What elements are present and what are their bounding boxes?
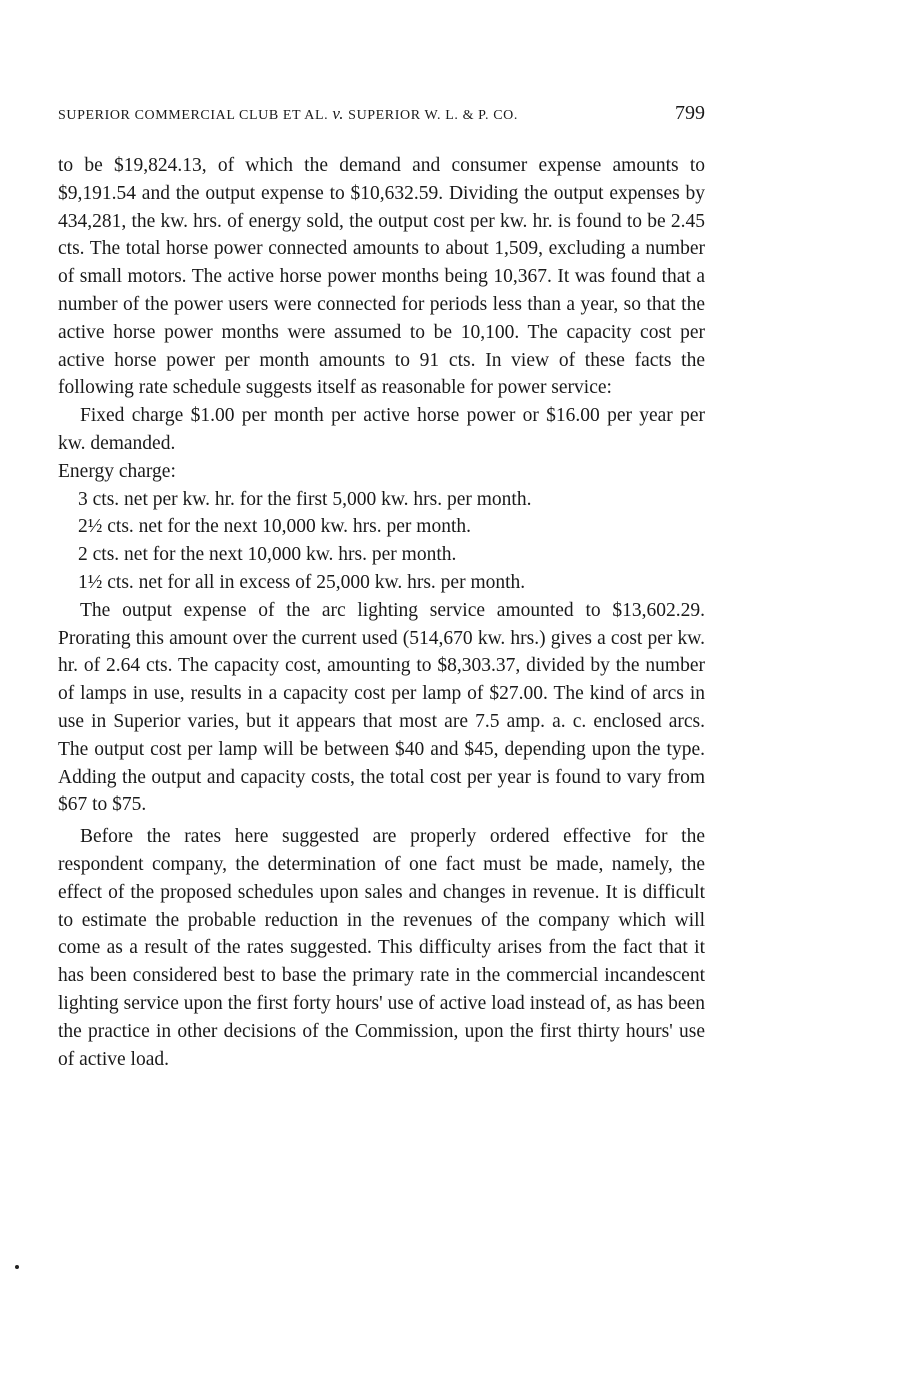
energy-rate-item: 2½ cts. net for the next 10,000 kw. hrs. per month. [78, 516, 471, 538]
fixed-charge-text: Fixed charge $1.00 per month per active horse power or $16.00 per year per kw. demanded. [58, 405, 705, 454]
paragraph-rate-effect: Before the rates here suggested are properly ordered effective for the respondent company, the determination of one fact must be made, namely, the effect of the proposed schedules upon sales and changes in revenue. It is difficult to estimate the probable reduction in the revenues of the company which will come as a result of the rates suggested. This difficulty arises from the fact that it has been considered best to base the primary rate in the commercial incandescent lighting service upon the first forty hours' use of active load instead of, as has been the practice in other decisions of the Commission, upon the first thirty hours' use of active load. [58, 826, 705, 1070]
energy-rate-list [58, 486, 705, 597]
paragraph-arc-lighting: The output expense of the arc lighting service amounted to $13,602.29. Prorating this amount over the current used (514,670 kw. hrs.) gives a cost per kw. hr. of 2.64 cts. The capacity cost, amounting to $8,303.37, divided by the number of lamps in use, results in a capacity cost per lamp of $27.00. The kind of arcs in use in Superior varies, but it appears that most are 7.5 amp. a. c. enclosed arcs. The output cost per lamp will be between $40 and $45, depending upon the type. Adding the output and capacity costs, the total cost per year is found to vary from $67 to $75. [58, 599, 705, 816]
energy-charge-label: Energy charge: [58, 460, 176, 482]
running-title-prefix: SUPERIOR COMMERCIAL CLUB ET AL. [58, 108, 333, 123]
energy-rate-item: 2 cts. net for the next 10,000 kw. hrs. per month. [78, 544, 457, 566]
energy-rate-item: 1½ cts. net for all in excess of 25,000 kw. hrs. per month. [78, 571, 526, 593]
running-title-suffix: SUPERIOR W. L. & P. CO. [344, 108, 518, 123]
margin-speck [15, 1265, 19, 1269]
paragraph-power-cost: to be $19,824.13, of which the demand and consumer expense amounts to $9,191.54 and the output expense to $10,632.59. Dividing the output expenses by 434,281, the kw. hrs. of energy sold, the output cost per kw. hr. is found to be 2.45 cts. The total horse power connected amounts to about 1,509, excluding a number of small motors. The active horse power months being 10,367. It was found that a number of the power users were connected for periods less than a year, so that the active horse power months were assumed to be 10,100. The capacity cost per active horse power per month amounts to 91 cts. In view of these facts the following rate schedule suggests itself as reasonable for power service: [58, 155, 705, 399]
running-title [58, 100, 518, 130]
running-head [58, 100, 705, 128]
document-page [58, 100, 705, 1073]
running-title-versus: v. [332, 104, 345, 123]
page-number: 799 [675, 102, 705, 124]
energy-rate-item: 3 cts. net per kw. hr. for the first 5,000 kw. hrs. per month. [78, 488, 532, 510]
